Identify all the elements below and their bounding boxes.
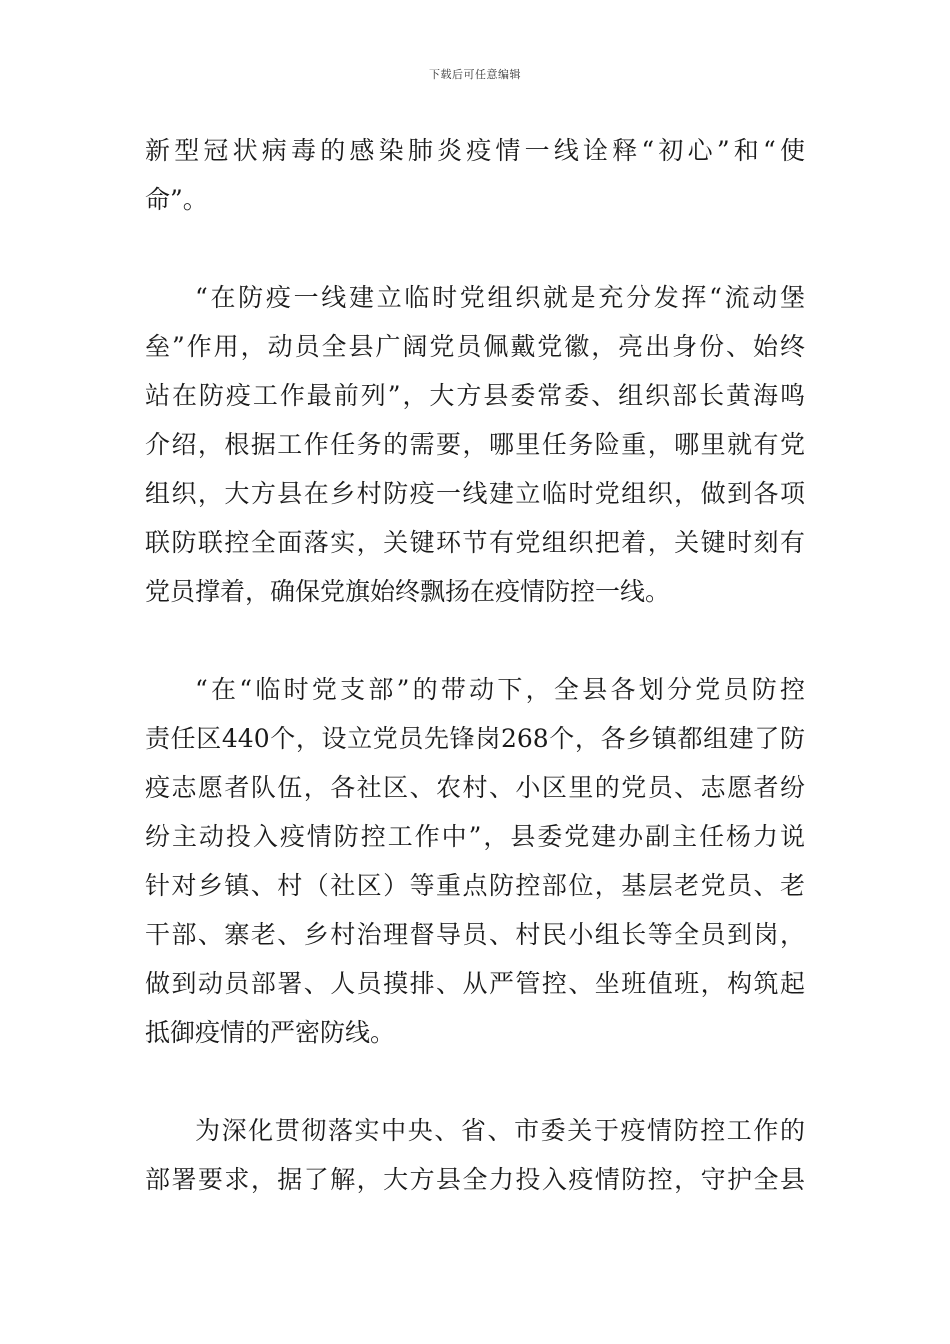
text-line: 干部、寨老、乡村治理督导员、村民小组长等全员到岗， (145, 920, 805, 949)
paragraph-3 (145, 665, 805, 1057)
paragraph-gap (145, 224, 805, 273)
text-line: 为深化贯彻落实中央、省、市委关于疫情防控工作的 (195, 1116, 805, 1145)
paragraph-2 (145, 273, 805, 616)
text-line: 抵御疫情的严密防线。 (145, 1018, 396, 1047)
paragraph-gap (145, 616, 805, 665)
text-line: “在“临时党支部”的带动下，全县各划分党员防控 (195, 675, 805, 704)
text-line: “在防疫一线建立临时党组织就是充分发挥“流动堡 (195, 283, 805, 312)
paragraph-gap (145, 1057, 805, 1106)
text-line: 做到动员部署、人员摸排、从严管控、坐班值班，构筑起 (145, 969, 805, 998)
text-line: 纷主动投入疫情防控工作中”，县委党建办副主任杨力说 (145, 822, 805, 851)
paragraph-4 (145, 1106, 805, 1204)
text-line: 党员撑着，确保党旗始终飘扬在疫情防控一线。 (145, 577, 671, 606)
text-line: 疫志愿者队伍，各社区、农村、小区里的党员、志愿者纷 (145, 773, 805, 802)
text-line: 组织，大方县在乡村防疫一线建立临时党组织，做到各项 (145, 479, 805, 508)
text-line: 联防联控全面落实，关键环节有党组织把着，关键时刻有 (145, 528, 805, 557)
text-line: 针对乡镇、村（社区）等重点防控部位，基层老党员、老 (145, 871, 805, 900)
text-line: 介绍，根据工作任务的需要，哪里任务险重，哪里就有党 (145, 430, 805, 459)
document-body (145, 126, 805, 1204)
text-line: 站在防疫工作最前列”，大方县委常委、组织部长黄海鸣 (145, 381, 805, 410)
text-line: 垒”作用，动员全县广阔党员佩戴党徽，亮出身份、始终 (145, 332, 805, 361)
text-line: 责任区440个，设立党员先锋岗268个，各乡镇都组建了防 (145, 724, 805, 753)
text-line: 部署要求，据了解，大方县全力投入疫情防控，守护全县 (145, 1165, 805, 1194)
text-line: 新型冠状病毒的感染肺炎疫情一线诠释“初心”和“使 (145, 136, 805, 165)
paragraph-1 (145, 126, 805, 224)
page-header-note: 下载后可任意编辑 (429, 68, 521, 81)
text-line: 命”。 (145, 185, 208, 214)
